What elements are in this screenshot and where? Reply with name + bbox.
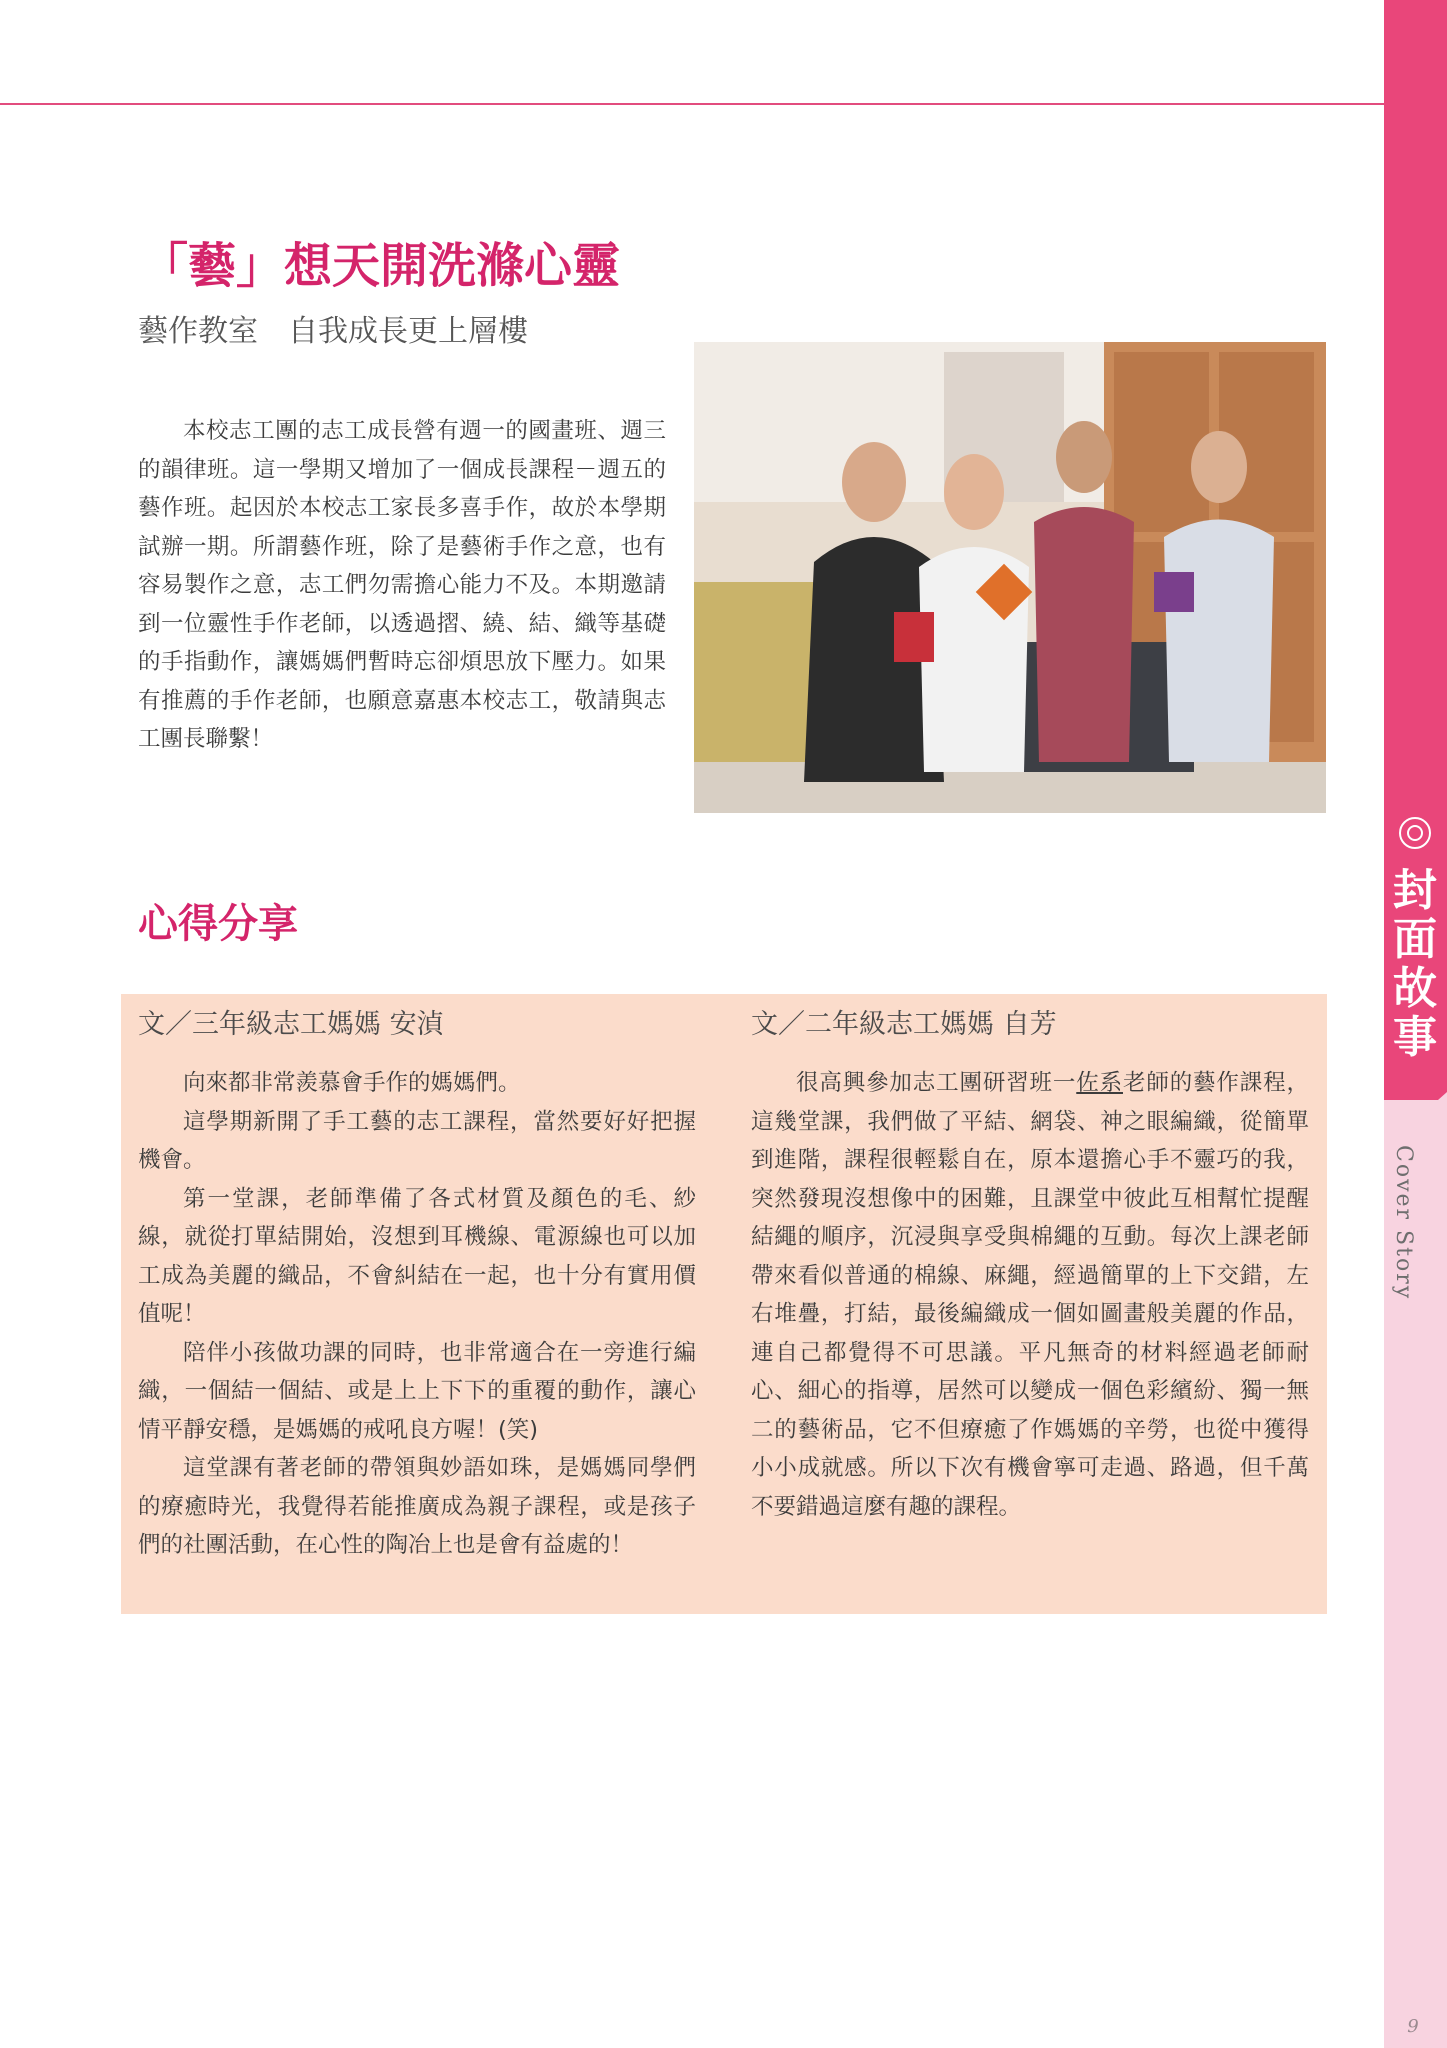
- article-intro: 本校志工團的志工成長營有週一的國畫班、週三的韻律班。這一學期又增加了一個成長課程－週五的藝作班。起因於本校志工家長多喜手作，故於本學期試辦一期。所謂藝作班，除了是藝術手作之意，也有容易製作之意，志工們勿需擔心能力不及。本期邀請到一位靈性手作老師，以透過摺、繞、結、織等基礎的手指動作，讓媽媽們暫時忘卻煩思放下壓力。如果有推薦的手作老師，也願意嘉惠本校志工，敬請與志工團長聯繫！: [138, 418, 666, 752]
- class-photo: [694, 342, 1326, 813]
- paragraph: 第一堂課，老師準備了各式材質及顏色的毛、紗線，就從打單結開始，沒想到耳機線、電源線也可以加工成為美麗的織品，不會糾結在一起，也十分有實用價值呢！: [138, 1185, 696, 1327]
- article-subtitle: 藝作教室 自我成長更上層樓: [138, 314, 528, 349]
- paragraph-text: 老師的藝作課程，這幾堂課，我們做了平結、網袋、神之眼編織，從簡單到進階，課程很輕鬆自在，原本還擔心手不靈巧的我，突然發現沒想像中的困難，且課堂中彼此互相幫忙提醒結繩的順序，沉浸與享受與棉繩的互動。每次上課老師帶來看似普通的棉線、麻繩，經過簡單的上下交錯，左右堆疊，打結，最後編織成一個如圖畫般美麗的作品，連自己都覺得不可思議。平凡無奇的材料經過老師耐心、細心的指導，居然可以變成一個色彩繽紛、獨一無二的藝術品，它不但療癒了作媽媽的辛勞，也從中獲得小小成就感。所以下次有機會寧可走過、路過，但千萬不要錯過這麼有趣的課程。: [751, 1070, 1309, 1520]
- paragraph: [751, 1064, 1309, 1526]
- author-byline: 文／三年級志工媽媽 安湞: [138, 1009, 444, 1040]
- section-title: 封面故事: [1393, 865, 1437, 1063]
- author-byline: 文／二年級志工媽媽 自芳: [751, 1009, 1057, 1040]
- paragraph: 向來都非常羨慕會手作的媽媽們。: [183, 1070, 521, 1096]
- teacher-name: 佐系: [1076, 1070, 1123, 1096]
- sharing-heading: 心得分享: [138, 900, 298, 947]
- article-title: 「藝」想天開洗滌心靈: [140, 238, 621, 294]
- paragraph: 這學期新開了手工藝的志工課程，當然要好好把握機會。: [138, 1108, 696, 1173]
- paragraph: 這堂課有著老師的帶領與妙語如珠，是媽媽同學們的療癒時光，我覺得若能推廣成為親子課程，或是孩子們的社團活動，在心性的陶冶上也是會有益處的！: [138, 1455, 696, 1558]
- sharing-panel: [121, 994, 1327, 1614]
- paragraph: 陪伴小孩做功課的同時，也非常適合在一旁進行編織，一個結一個結、或是上上下下的重覆的動作，讓心情平靜安穩，是媽媽的戒吼良方喔！(笑): [138, 1339, 696, 1443]
- paragraph-text: 很高興參加志工團研習班一: [796, 1070, 1077, 1096]
- school-emblem-icon: [1399, 817, 1431, 849]
- section-english-title: Cover Story: [1391, 1145, 1416, 1301]
- header-rule: [0, 103, 1384, 105]
- page-number: 9: [1407, 2016, 1419, 2037]
